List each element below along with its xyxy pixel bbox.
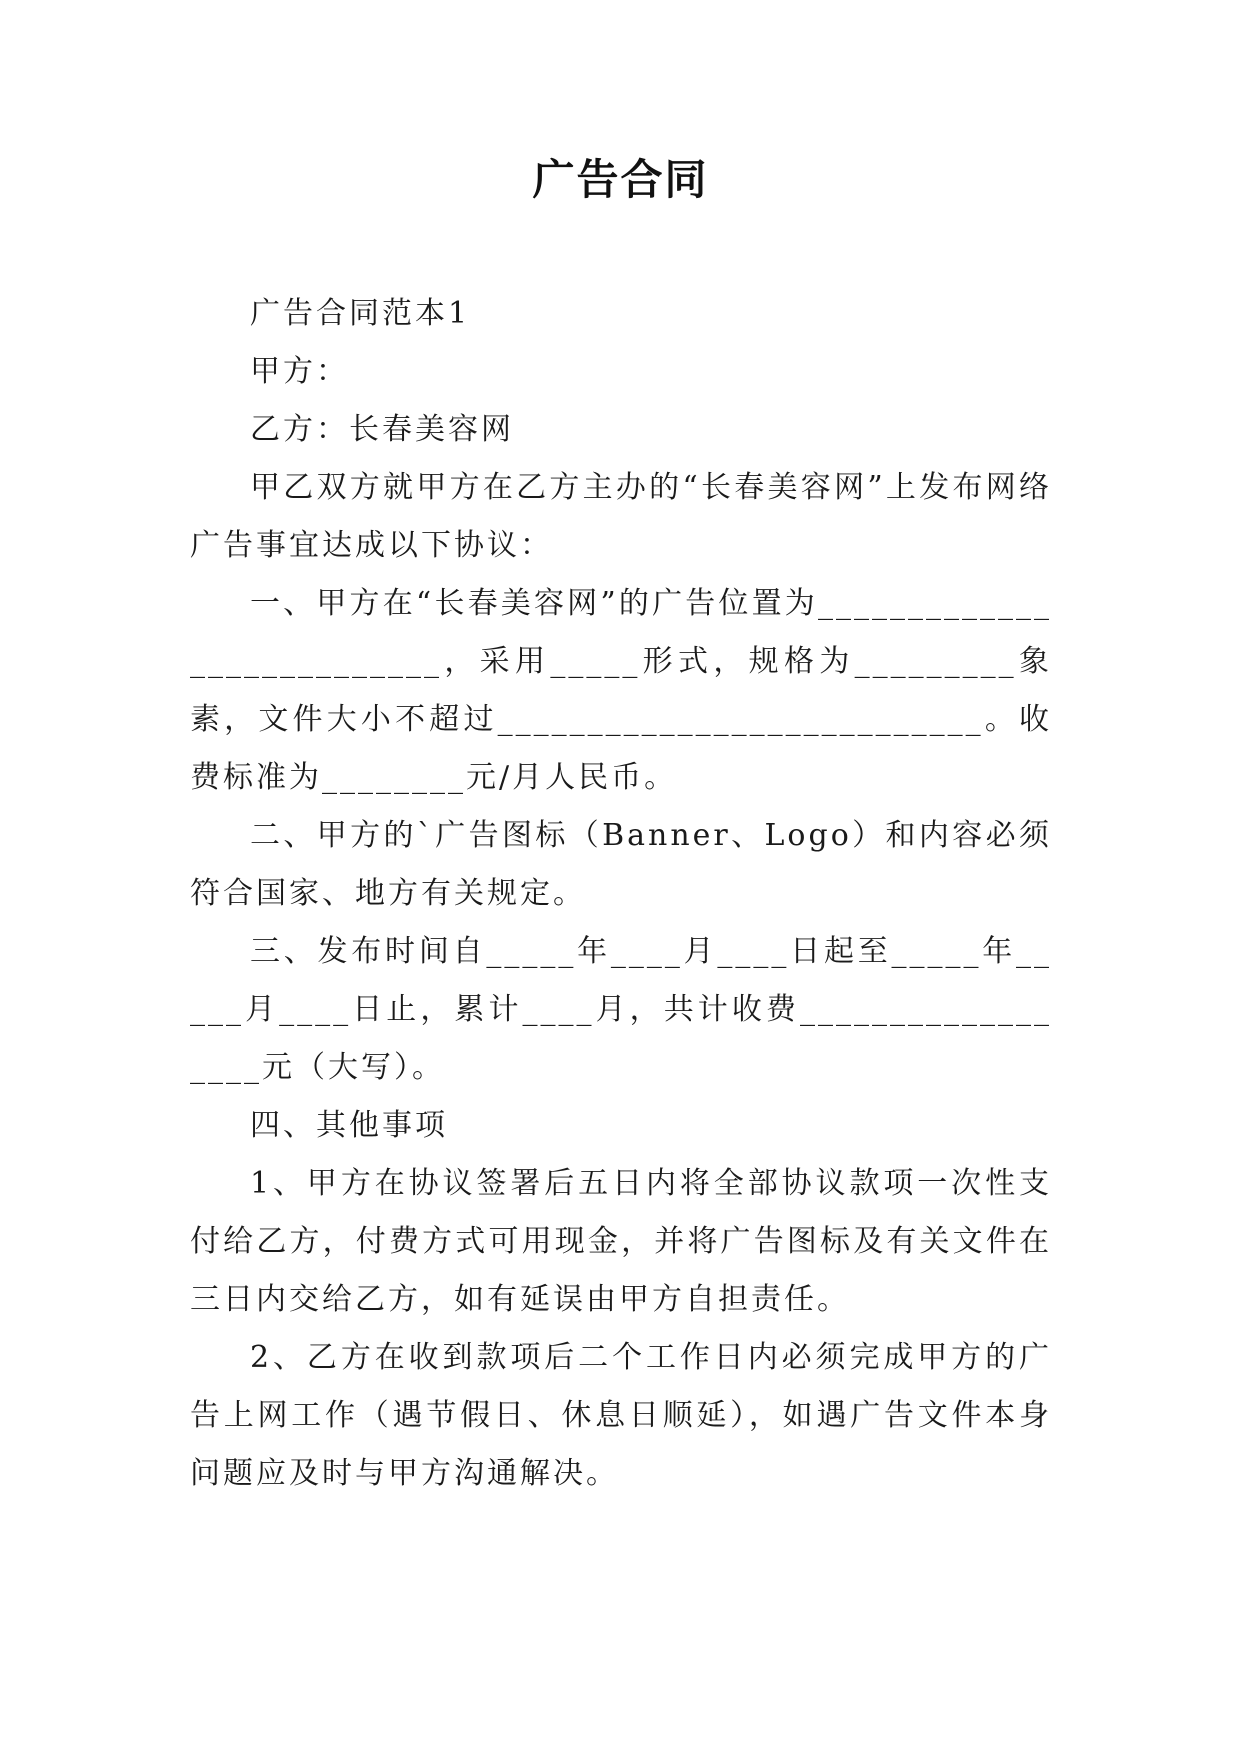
paragraph-template-heading: 广告合同范本1 xyxy=(250,296,471,331)
document-body xyxy=(190,285,1052,1503)
paragraph-clause-3: 三、发布时间自_____年____月____日起至_____年_____月____日止，累计____月，共计收费__________________元（大写）。 xyxy=(190,934,1052,1085)
paragraph-item-1: 1、甲方在协议签署后五日内将全部协议款项一次性支付给乙方，付费方式可用现金，并将广告图标及有关文件在三日内交给乙方，如有延误由甲方自担责任。 xyxy=(190,1166,1052,1317)
paragraph-clause-1: 一、甲方在“长春美容网”的广告位置为___________________________，采用_____形式，规格为_________象素，文件大小不超过___________________________。收费标准为________元/月人民币。 xyxy=(190,586,1052,795)
paragraph-clause-2: 二、甲方的`广告图标（Banner、Logo）和内容必须符合国家、地方有关规定。 xyxy=(190,818,1052,911)
document-title: 广告合同 xyxy=(532,155,709,204)
paragraph-party-b: 乙方：长春美容网 xyxy=(250,412,514,447)
paragraph-party-a: 甲方： xyxy=(250,354,349,389)
paragraph-item-2: 2、乙方在收到款项后二个工作日内必须完成甲方的广告上网工作（遇节假日、休息日顺延），如遇广告文件本身问题应及时与甲方沟通解决。 xyxy=(190,1340,1052,1491)
paragraph-clause-4-heading: 四、其他事项 xyxy=(250,1108,448,1143)
paragraph-intro: 甲乙双方就甲方在乙方主办的“长春美容网”上发布网络广告事宜达成以下协议： xyxy=(190,470,1052,563)
